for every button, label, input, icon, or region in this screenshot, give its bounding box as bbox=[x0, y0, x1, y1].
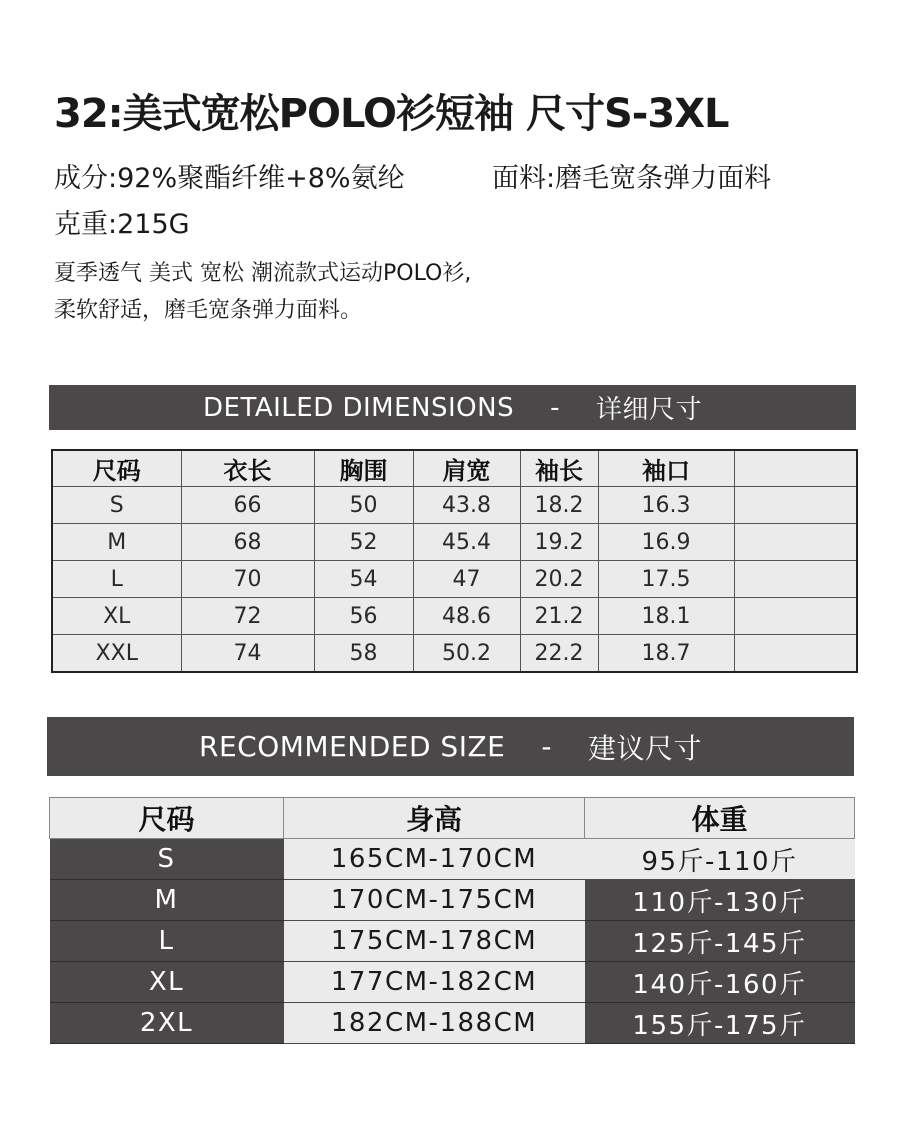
header-height: 身高 bbox=[284, 798, 585, 839]
detailed-header-row bbox=[52, 450, 857, 487]
cell: 16.3 bbox=[598, 487, 734, 524]
cell: 110斤-130斤 bbox=[585, 880, 855, 921]
detailed-banner-cn: 详细尺寸 bbox=[595, 395, 702, 425]
cell: 43.8 bbox=[413, 487, 520, 524]
detailed-dimensions-banner bbox=[49, 385, 856, 430]
recommended-banner-dash: - bbox=[541, 730, 552, 763]
cell: 18.2 bbox=[520, 487, 598, 524]
cell: 18.1 bbox=[598, 598, 734, 635]
cell bbox=[734, 561, 857, 598]
page-title: 32:美式宽松POLO衫短袖 尺寸S-3XL bbox=[54, 91, 729, 137]
recommended-size-table bbox=[49, 797, 855, 1044]
cell: 45.4 bbox=[413, 524, 520, 561]
cell: 21.2 bbox=[520, 598, 598, 635]
cell: S bbox=[50, 839, 284, 880]
cell: 52 bbox=[314, 524, 413, 561]
cell: 72 bbox=[181, 598, 314, 635]
weight-text: 克重:215G bbox=[54, 209, 190, 240]
cell: S bbox=[52, 487, 181, 524]
cell bbox=[734, 487, 857, 524]
cell bbox=[734, 598, 857, 635]
cell: 175CM-178CM bbox=[284, 921, 585, 962]
cell: 140斤-160斤 bbox=[585, 962, 855, 1003]
header-chest: 胸围 bbox=[314, 450, 413, 487]
cell bbox=[734, 635, 857, 673]
cell: 48.6 bbox=[413, 598, 520, 635]
cell: 2XL bbox=[50, 1003, 284, 1044]
header-shoulder: 肩宽 bbox=[413, 450, 520, 487]
cell: XXL bbox=[52, 635, 181, 673]
cell bbox=[734, 524, 857, 561]
detailed-banner-dash: - bbox=[550, 392, 560, 423]
cell: 155斤-175斤 bbox=[585, 1003, 855, 1044]
cell: 50 bbox=[314, 487, 413, 524]
detailed-dimensions-table bbox=[51, 449, 858, 673]
fabric-text: 面料:磨毛宽条弹力面料 bbox=[492, 163, 772, 194]
cell: 68 bbox=[181, 524, 314, 561]
cell: L bbox=[50, 921, 284, 962]
cell: 19.2 bbox=[520, 524, 598, 561]
cell: 17.5 bbox=[598, 561, 734, 598]
table-row bbox=[52, 561, 857, 598]
cell: 58 bbox=[314, 635, 413, 673]
cell: 50.2 bbox=[413, 635, 520, 673]
cell: 165CM-170CM bbox=[284, 839, 585, 880]
header-size: 尺码 bbox=[52, 450, 181, 487]
header-length: 衣长 bbox=[181, 450, 314, 487]
table-row bbox=[50, 839, 855, 880]
table-row bbox=[52, 487, 857, 524]
description-line-1: 夏季透气 美式 宽松 潮流款式运动POLO衫, bbox=[54, 261, 472, 286]
header-sleeve-length: 袖长 bbox=[520, 450, 598, 487]
header-weight: 体重 bbox=[585, 798, 855, 839]
cell: 54 bbox=[314, 561, 413, 598]
cell: 170CM-175CM bbox=[284, 880, 585, 921]
header-cuff: 袖口 bbox=[598, 450, 734, 487]
composition-text: 成分:92%聚酯纤维+8%氨纶 bbox=[54, 163, 405, 194]
cell: 22.2 bbox=[520, 635, 598, 673]
detailed-banner-en: DETAILED DIMENSIONS bbox=[203, 392, 515, 423]
cell: 16.9 bbox=[598, 524, 734, 561]
cell: L bbox=[52, 561, 181, 598]
description-line-2: 柔软舒适，磨毛宽条弹力面料。 bbox=[54, 298, 363, 323]
cell: M bbox=[50, 880, 284, 921]
table-row bbox=[50, 1003, 855, 1044]
header-empty bbox=[734, 450, 857, 487]
cell: 74 bbox=[181, 635, 314, 673]
table-row bbox=[52, 524, 857, 561]
recommended-banner-en: RECOMMENDED SIZE bbox=[199, 730, 506, 763]
cell: 66 bbox=[181, 487, 314, 524]
table-row bbox=[50, 921, 855, 962]
cell: M bbox=[52, 524, 181, 561]
cell: XL bbox=[52, 598, 181, 635]
table-row bbox=[50, 962, 855, 1003]
recommended-size-banner bbox=[47, 717, 854, 776]
recommended-header-row bbox=[50, 798, 855, 839]
table-row bbox=[52, 635, 857, 673]
table-row bbox=[52, 598, 857, 635]
recommended-banner-cn: 建议尺寸 bbox=[587, 731, 702, 765]
cell: 20.2 bbox=[520, 561, 598, 598]
cell: 95斤-110斤 bbox=[585, 839, 855, 880]
cell: 182CM-188CM bbox=[284, 1003, 585, 1044]
cell: XL bbox=[50, 962, 284, 1003]
cell: 70 bbox=[181, 561, 314, 598]
header-size: 尺码 bbox=[50, 798, 284, 839]
table-row bbox=[50, 880, 855, 921]
cell: 177CM-182CM bbox=[284, 962, 585, 1003]
cell: 125斤-145斤 bbox=[585, 921, 855, 962]
cell: 47 bbox=[413, 561, 520, 598]
cell: 18.7 bbox=[598, 635, 734, 673]
cell: 56 bbox=[314, 598, 413, 635]
